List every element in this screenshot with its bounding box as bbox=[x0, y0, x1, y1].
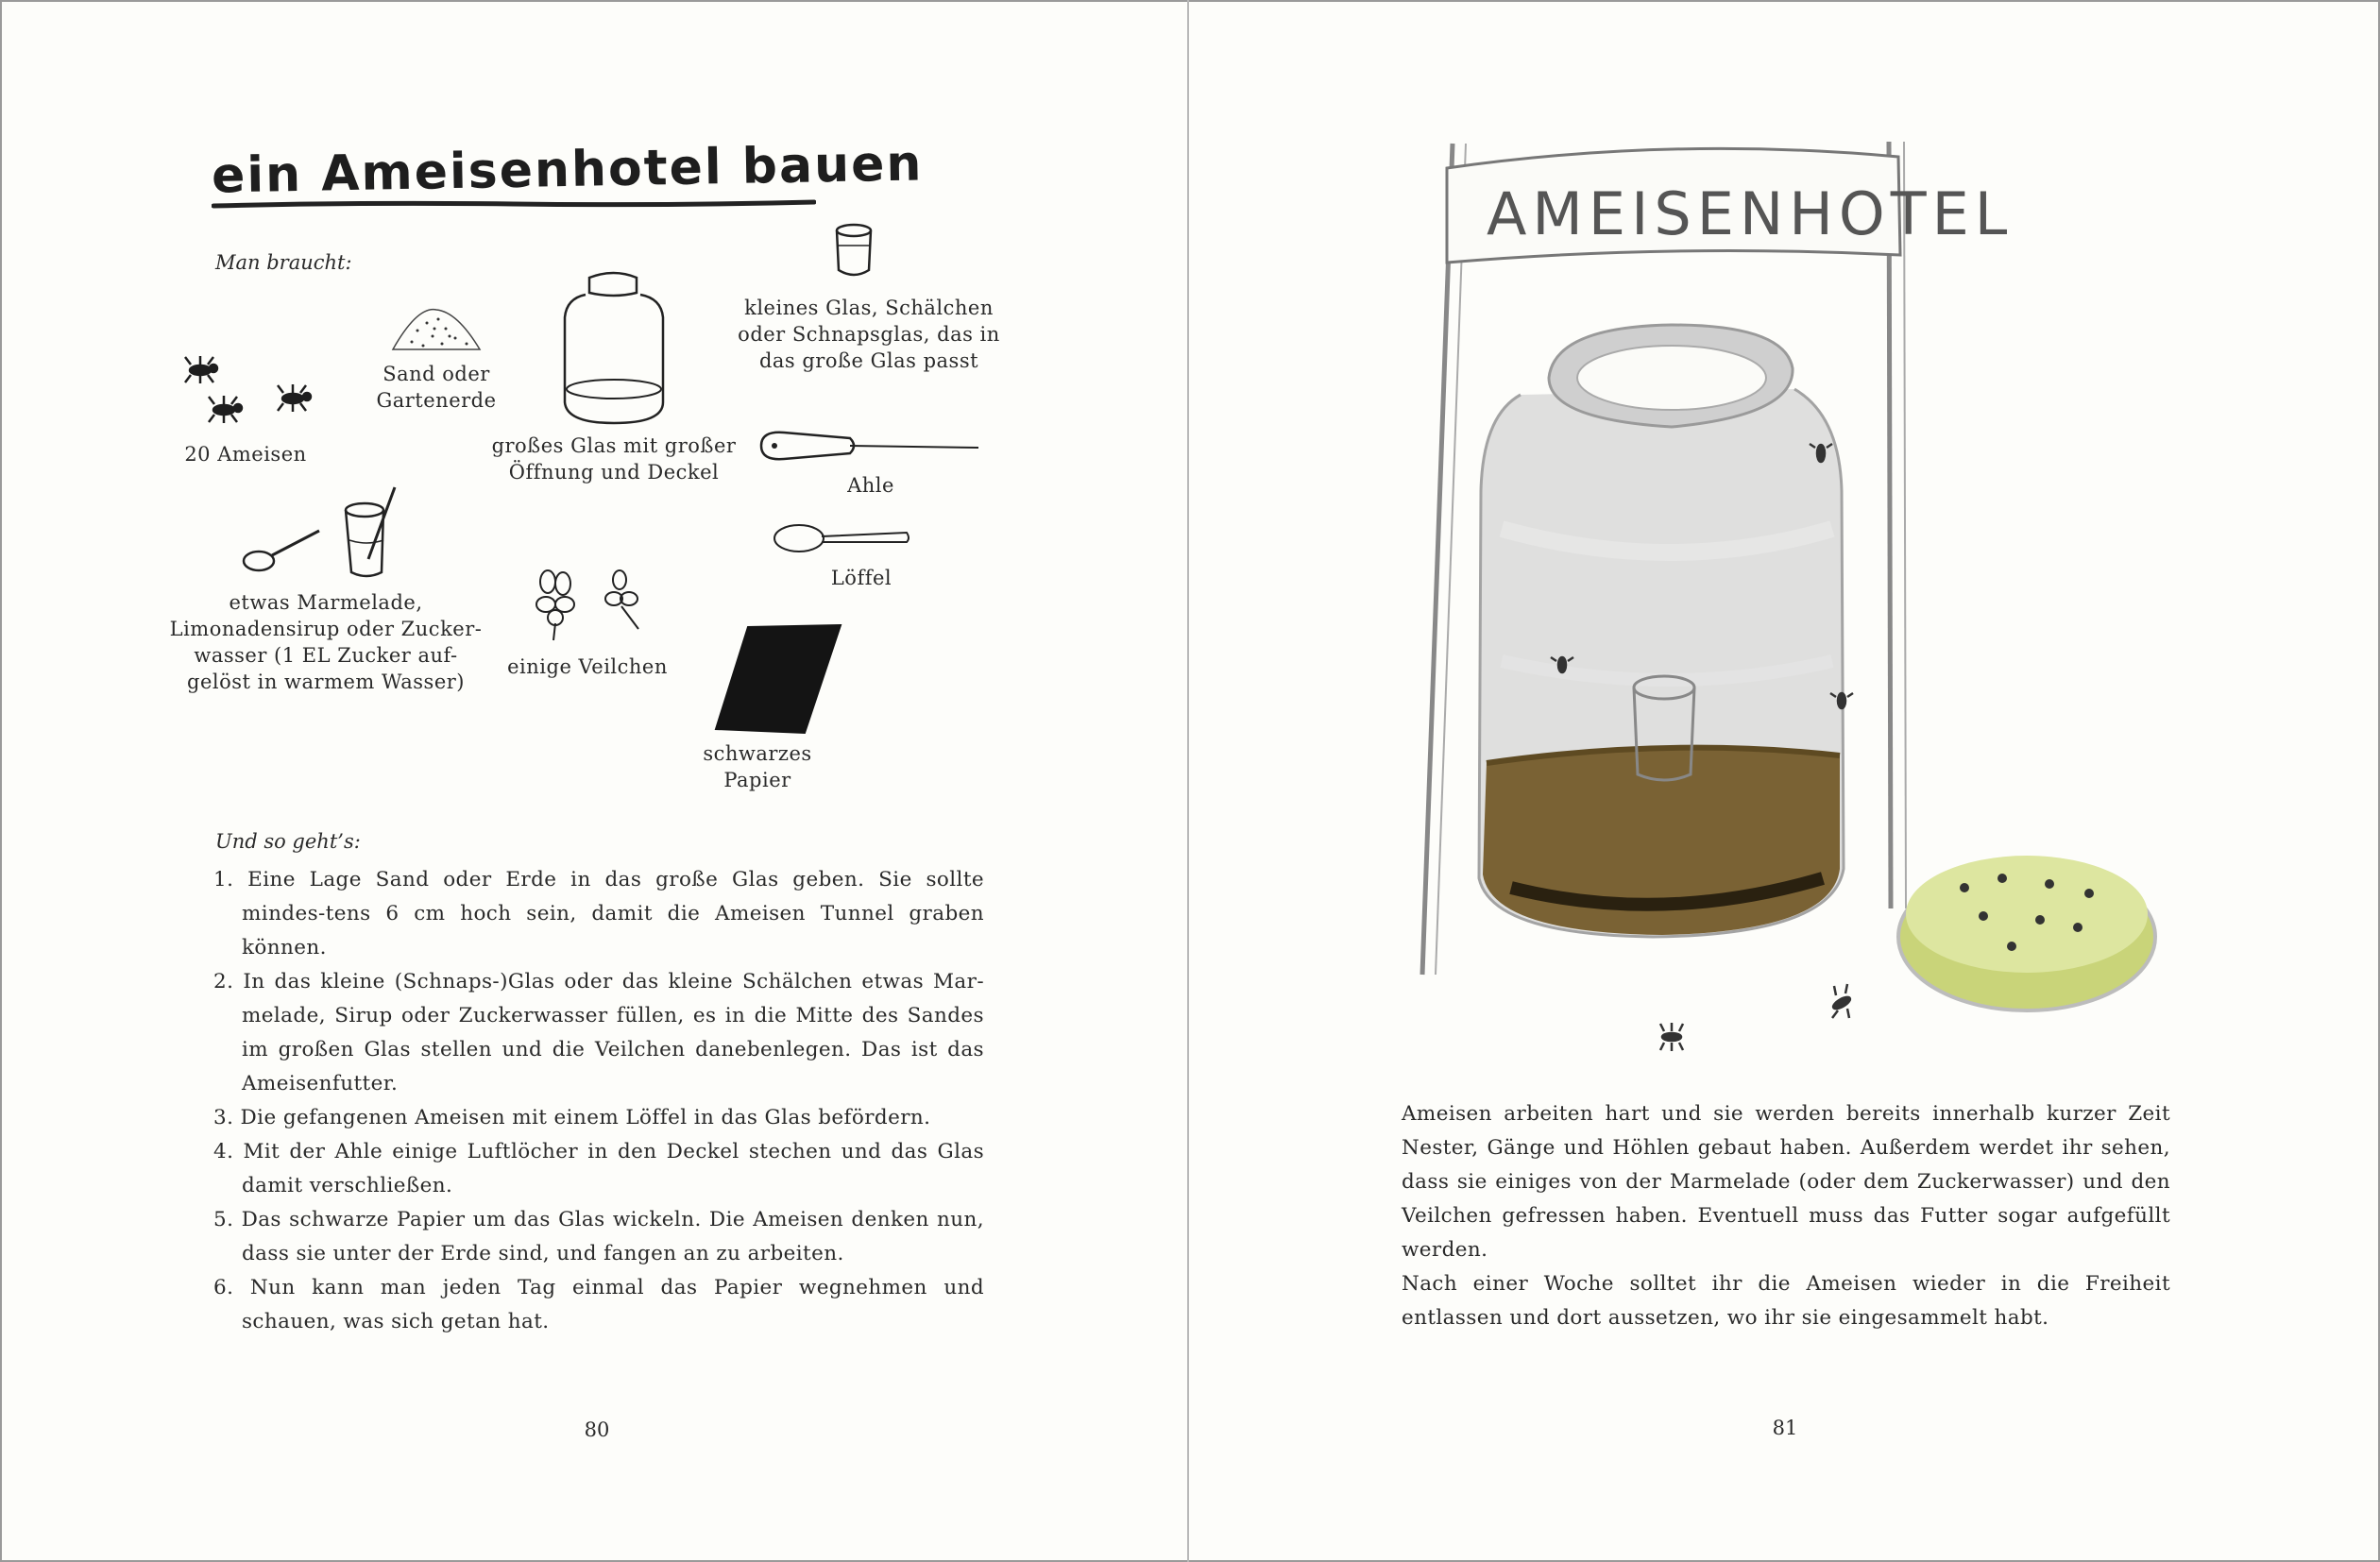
label-small-glass-line-3: das große Glas passt bbox=[758, 349, 979, 372]
label-spoon: Löffel bbox=[830, 567, 892, 589]
label-black-paper-line-1: schwarzes bbox=[703, 742, 812, 765]
label-jam-line-3: wasser (1 EL Zucker auf- bbox=[194, 644, 458, 667]
label-black-paper bbox=[682, 740, 833, 793]
label-ants: 20 Ameisen bbox=[184, 443, 307, 466]
label-big-jar bbox=[482, 433, 746, 485]
ants-icon bbox=[172, 353, 332, 429]
page-number-right: 81 bbox=[1772, 1417, 1798, 1439]
page-number-left: 80 bbox=[584, 1418, 610, 1441]
label-small-glass-line-1: kleines Glas, Schälchen bbox=[744, 297, 994, 319]
paragraph-2: Nach einer Woche solltet ihr die Ameisen wieder in die Freiheit entlassen und dort aussetzen, wo ihr sie eingesammelt habt. bbox=[1402, 1272, 2170, 1330]
big-jar-icon bbox=[557, 270, 671, 431]
closing-paragraph bbox=[1402, 1097, 2170, 1335]
label-big-jar-line-1: großes Glas mit großer bbox=[491, 434, 737, 457]
label-jam-line-4: gelöst in warmem Wasser) bbox=[187, 671, 465, 693]
label-black-paper-line-2: Papier bbox=[723, 769, 791, 791]
left-page bbox=[0, 0, 1188, 1562]
jam-spoon-glass-icon bbox=[238, 484, 408, 587]
label-violets: einige Veilchen bbox=[507, 655, 668, 678]
label-small-glass bbox=[718, 295, 1020, 374]
needs-heading: Man braucht: bbox=[215, 251, 352, 274]
label-jam-line-2: Limonadensirup oder Zucker- bbox=[169, 618, 483, 640]
title-underline bbox=[212, 198, 816, 212]
page-gutter bbox=[1187, 0, 1189, 1562]
instruction-list bbox=[213, 863, 984, 1339]
violets-icon bbox=[527, 567, 650, 642]
list-item: 4. Mit der Ahle einige Luftlöcher in den Deckel stechen und das Glas damit verschließen. bbox=[213, 1140, 984, 1197]
spoon-icon bbox=[771, 521, 912, 555]
black-paper-icon bbox=[714, 623, 842, 735]
label-sand-line-2: Gartenerde bbox=[376, 389, 497, 412]
list-item: 3. Die gefangenen Ameisen mit einem Löffel in das Glas befördern. bbox=[213, 1106, 931, 1129]
sign-text: AMEISENHOTEL bbox=[1487, 179, 2014, 248]
label-jam bbox=[161, 589, 491, 695]
label-big-jar-line-2: Öffnung und Deckel bbox=[508, 461, 720, 484]
list-item: 2. In das kleine (Schnaps-)Glas oder das kleine Schälchen etwas Mar-melade, Sirup oder Zuckerwasser füllen, es in die Mitte des Sandes im großen Glas stellen und die Veilchen danebenlegen. Das ist das Ameisenfutter. bbox=[213, 970, 984, 1095]
label-sand bbox=[361, 361, 512, 414]
sand-icon bbox=[389, 302, 484, 355]
list-item: 1. Eine Lage Sand oder Erde in das große Glas geben. Sie sollte mindes-tens 6 cm hoch sein, damit die Ameisen Tunnel graben können. bbox=[213, 868, 984, 959]
ant-hotel-illustration bbox=[1388, 132, 2229, 1058]
page-title: ein Ameisenhotel bauen bbox=[211, 135, 924, 205]
howto-heading: Und so geht’s: bbox=[215, 830, 361, 853]
label-sand-line-1: Sand oder bbox=[382, 363, 490, 385]
label-jam-line-1: etwas Marmelade, bbox=[229, 591, 423, 614]
label-awl: Ahle bbox=[847, 474, 894, 497]
list-item: 5. Das schwarze Papier um das Glas wickeln. Die Ameisen denken nun, dass sie unter der Erde sind, und fangen an zu arbeiten. bbox=[213, 1208, 984, 1265]
label-small-glass-line-2: oder Schnapsglas, das in bbox=[738, 323, 1000, 346]
list-item: 6. Nun kann man jeden Tag einmal das Papier wegnehmen und schauen, was sich getan hat. bbox=[213, 1276, 984, 1333]
paragraph-1: Ameisen arbeiten hart und sie werden bereits innerhalb kurzer Zeit Nester, Gänge und Höhlen gebaut haben. Außerdem werdet ihr sehen, dass sie einiges von der Marmelade (oder dem Zuckerwasser) und den Veilchen gefressen haben. Eventuell muss das Futter sogar aufgefüllt werden. bbox=[1402, 1102, 2170, 1262]
awl-icon bbox=[756, 425, 982, 468]
small-glass-icon bbox=[831, 223, 876, 281]
